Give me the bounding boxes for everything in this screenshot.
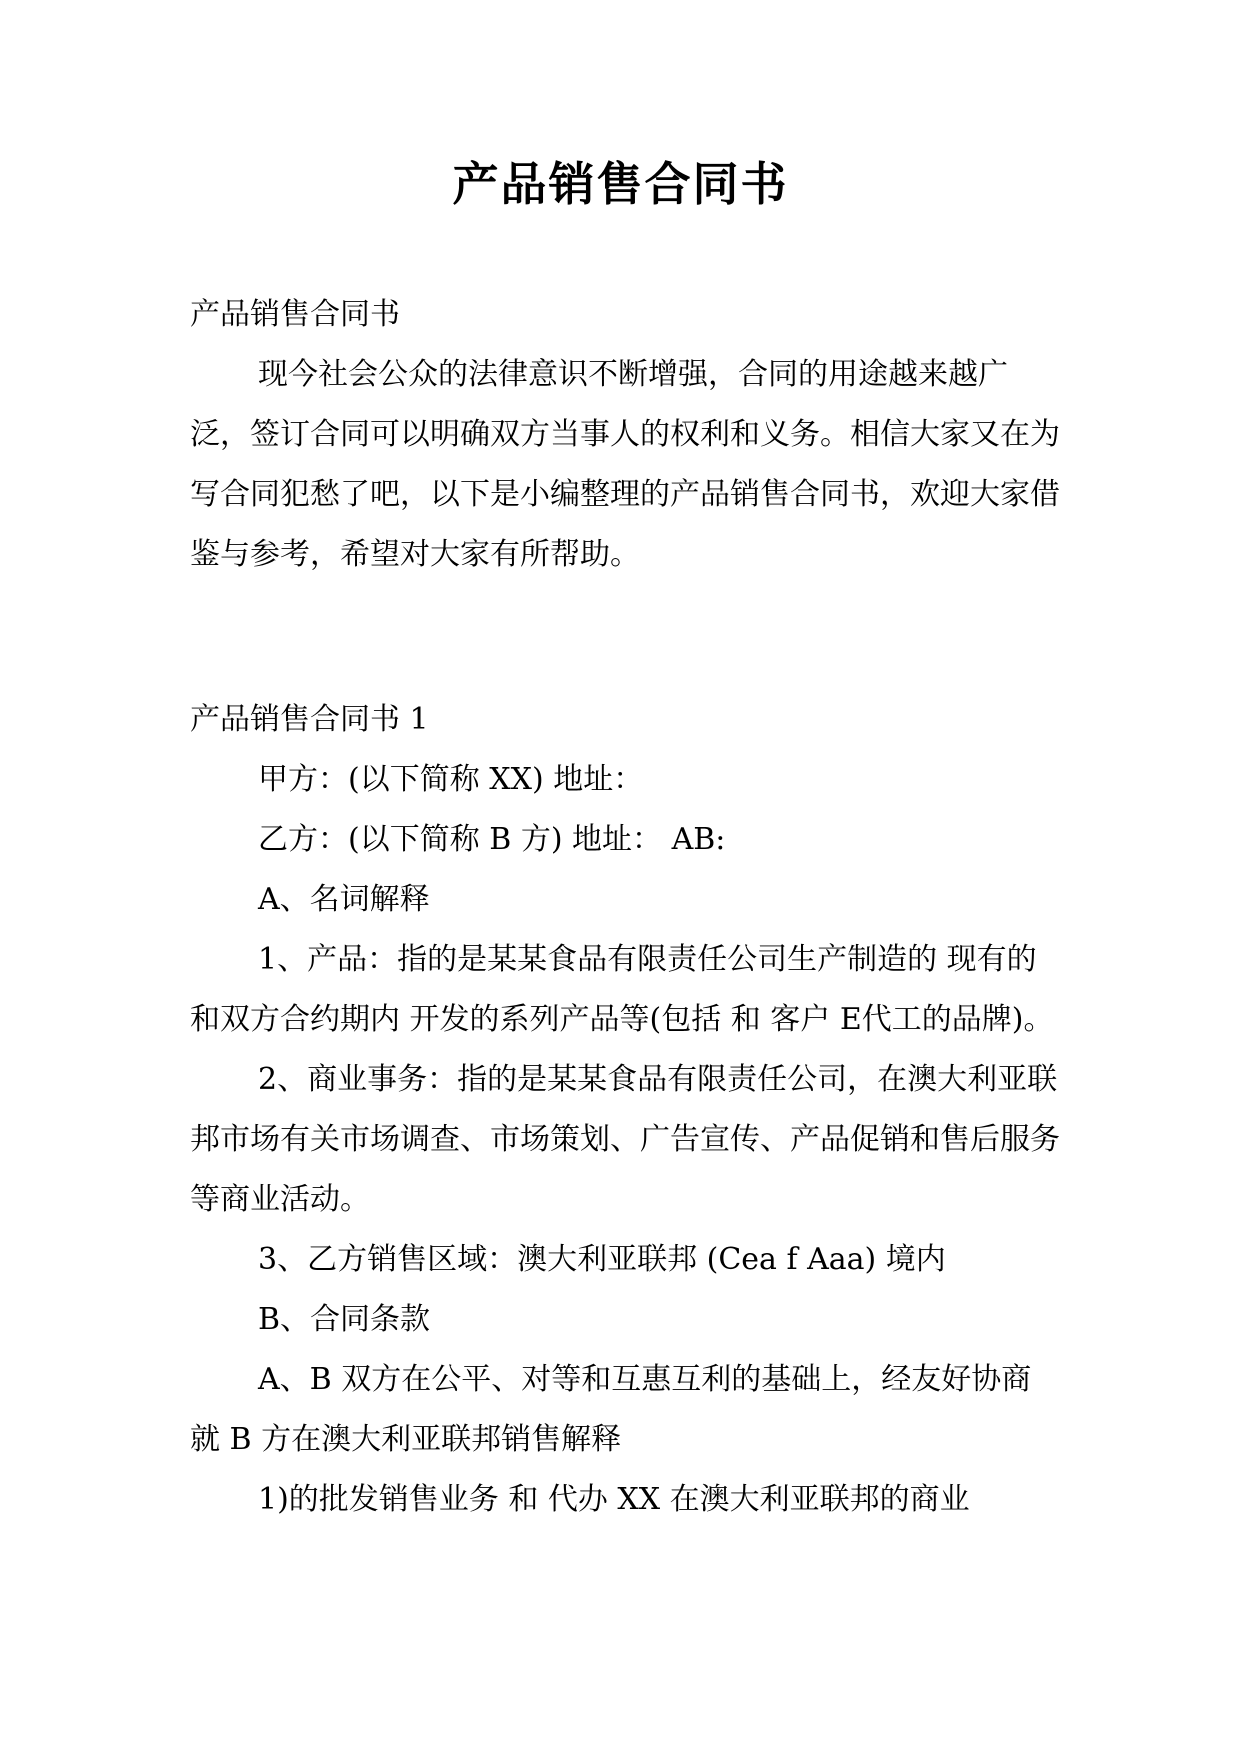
intro-section — [190, 285, 1060, 585]
item-1: 1)的批发销售业务 和 代办 XX 在澳大利亚联邦的商业 — [258, 1482, 970, 1517]
intro-paragraph: 现今社会公众的法律意识不断增强，合同的用途越来越广泛，签订合同可以明确双方当事人的权利和义务。相信大家又在为写合同犯愁了吧，以下是小编整理的产品销售合同书，欢迎大家借鉴与参考，希望对大家有所帮助。 — [190, 357, 1060, 572]
definition-3: 3、乙方销售区域：澳大利亚联邦 (Cea f Aaa) 境内 — [258, 1242, 946, 1277]
section-a-heading: A、名词解释 — [258, 882, 430, 917]
document-title: 产品销售合同书 — [452, 157, 789, 211]
party-a-line: 甲方：(以下简称 XX) 地址： — [258, 762, 644, 797]
intro-heading: 产品销售合同书 — [190, 297, 400, 332]
section-b-heading: B、合同条款 — [258, 1302, 431, 1337]
contract-heading: 产品销售合同书 1 — [190, 702, 429, 737]
definition-1: 1、产品：指的是某某食品有限责任公司生产制造的 现有的和双方合约期内 开发的系列产品等(包括 和 客户 E代工的品牌)。 — [190, 942, 1054, 1037]
contract-section — [190, 690, 1060, 1530]
terms-paragraph: A、B 双方在公平、对等和互惠互利的基础上，经友好协商就 B 方在澳大利亚联邦销售解释 — [190, 1362, 1032, 1457]
definition-2: 2、商业事务：指的是某某食品有限责任公司，在澳大利亚联邦市场有关市场调查、市场策划、广告宣传、产品促销和售后服务等商业活动。 — [190, 1062, 1060, 1217]
party-b-line: 乙方：(以下简称 B 方) 地址： AB: — [258, 822, 726, 857]
